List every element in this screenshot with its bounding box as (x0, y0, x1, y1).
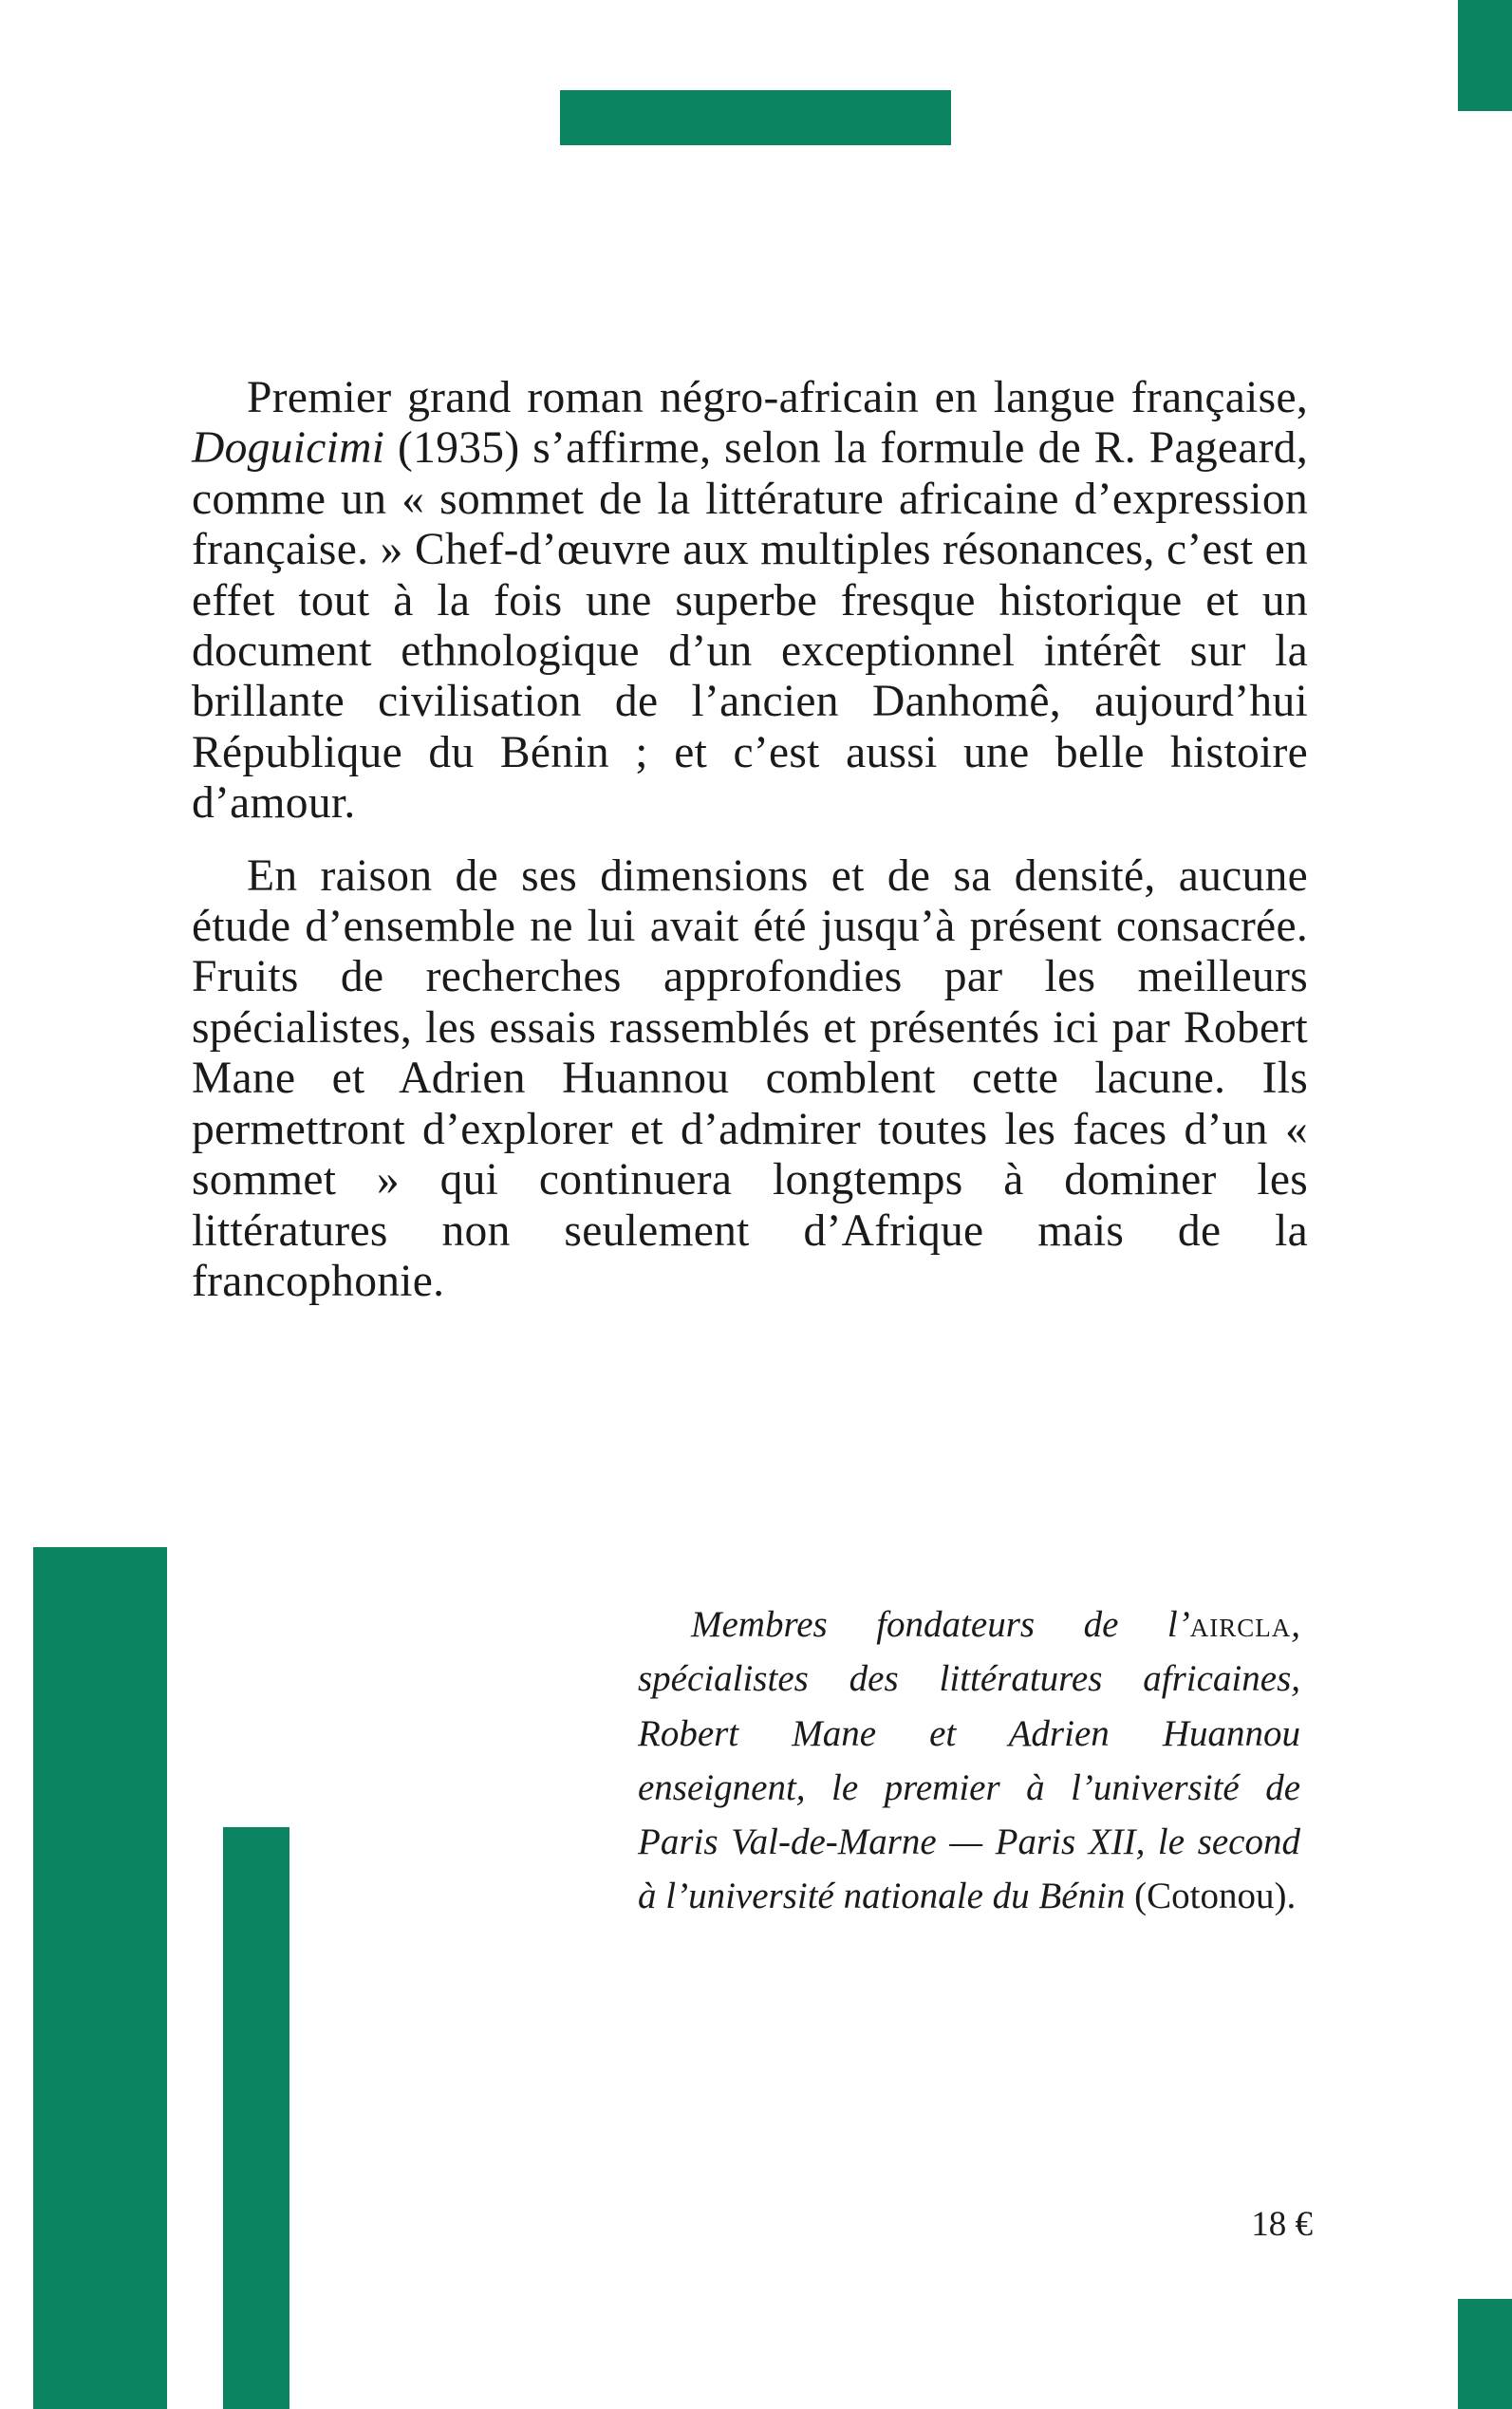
decorative-bar-top-right (1458, 0, 1512, 111)
price-label: 18 € (1251, 2205, 1313, 2244)
author-paragraph: Membres fondateurs de l’aircla, spécialistes des littératures africaines, Robert Mane et Adrien Huannou enseignent, le premier à l’université de Paris Val-de-Marne — Paris XII, le second à l’université nationale du Bénin (Cotonou). (638, 1604, 1300, 1917)
decorative-bar-bottom-right (1458, 2299, 1512, 2409)
blurb-description: (1935) s’affirme, selon la formule de R. Pageard, comme un « sommet de la littérature africaine d’expression française. » Chef-d’œuvre aux multiples résonances, c’est en effet tout à la fois une superbe fresque historique et un document ethnologique d’un exceptionnel intérêt sur la brillante civilisation de l’ancien Danhomê, aujourd’hui République du Bénin ; et c’est aussi une belle histoire d’amour. (192, 423, 1308, 829)
decorative-bar-left-tall (33, 1547, 167, 2409)
organization-name: aircla (1189, 1604, 1292, 1645)
blurb-intro: Premier grand roman négro-africain en langue française, (247, 373, 1308, 422)
book-blurb (192, 373, 1308, 1307)
blurb-paragraph-1 (192, 373, 1308, 830)
blurb-paragraph-2: En raison de ses dimensions et de sa densité, aucune étude d’ensemble ne lui avait été jusqu’à présent consacrée. Fruits de recherches approfondies par les meilleurs spécialistes, les essais rassemblés et présentés ici par Robert Mane et Adrien Huannou comblent cette lacune. Ils permettront d’explorer et d’admirer toutes les faces d’un « sommet » qui continuera longtemps à dominer les littératures non seulement d’Afrique mais de la francophonie. (192, 850, 1308, 1306)
book-title: Doguicimi (192, 423, 385, 474)
author-note (638, 1597, 1300, 1924)
city-name: (Cotonou) (1134, 1876, 1287, 1917)
decorative-bar-left-short (223, 1827, 289, 2409)
decorative-bar-top-center (560, 90, 951, 145)
